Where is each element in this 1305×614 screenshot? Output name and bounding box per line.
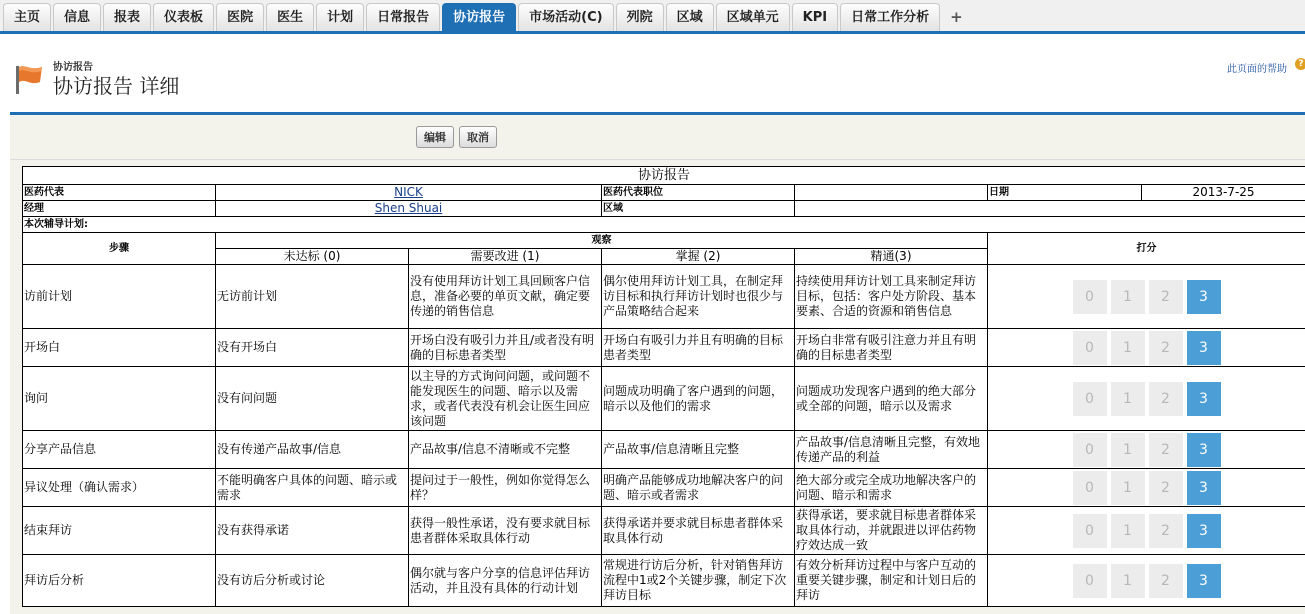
level-header-0: 未达标 (0) [216, 249, 409, 265]
score-selector [988, 265, 1305, 329]
score-option-0[interactable]: 0 [1073, 280, 1107, 314]
score-option-0[interactable]: 0 [1073, 564, 1107, 598]
add-tab-icon[interactable]: + [950, 8, 963, 26]
score-header: 打分 [988, 233, 1305, 265]
score-option-3[interactable]: 3 [1187, 280, 1221, 314]
table-row [23, 265, 1305, 329]
level-3-text: 绝大部分或完全成功地解决客户的问题、暗示和需求 [795, 469, 988, 507]
score-selector [988, 431, 1305, 469]
score-option-2[interactable]: 2 [1149, 471, 1183, 505]
score-option-1[interactable]: 1 [1111, 564, 1145, 598]
table-row [23, 469, 1305, 507]
score-selector [988, 329, 1305, 367]
coaching-plan-label: 本次辅导计划: [23, 217, 1305, 233]
tab-10[interactable]: 列院 [616, 3, 664, 31]
score-option-1[interactable]: 1 [1111, 331, 1145, 365]
step-name: 开场白 [23, 329, 216, 367]
score-option-1[interactable]: 1 [1111, 280, 1145, 314]
region-label: 区域 [602, 201, 795, 217]
tab-0[interactable]: 主页 [3, 3, 51, 31]
score-option-0[interactable]: 0 [1073, 331, 1107, 365]
help-link[interactable]: 此页面的帮助 [1227, 64, 1287, 75]
date-label: 日期 [988, 185, 1142, 201]
table-row [23, 367, 1305, 431]
report-title: 协访报告 [23, 167, 1305, 185]
tab-8[interactable]: 协访报告 [442, 3, 516, 31]
tab-6[interactable]: 计划 [316, 3, 364, 31]
level-1-text: 产品故事/信息不清晰或不完整 [409, 431, 602, 469]
level-0-text: 没有传递产品故事/信息 [216, 431, 409, 469]
level-2-text: 明确产品能够成功地解决客户的问题、暗示或者需求 [602, 469, 795, 507]
level-2-text: 产品故事/信息清晰且完整 [602, 431, 795, 469]
tab-2[interactable]: 报表 [103, 3, 151, 31]
score-option-3[interactable]: 3 [1187, 382, 1221, 416]
score-selector [988, 507, 1305, 555]
level-1-text: 提问过于一般性，例如你觉得怎么样？ [409, 469, 602, 507]
step-name: 分享产品信息 [23, 431, 216, 469]
step-name: 询问 [23, 367, 216, 431]
score-option-3[interactable]: 3 [1187, 514, 1221, 548]
level-3-text: 持续使用拜访计划工具来制定拜访目标，包括：客户处方阶段、基本要素、合适的资源和销售信息 [795, 265, 988, 329]
table-row [23, 431, 1305, 469]
tab-7[interactable]: 日常报告 [366, 3, 440, 31]
tab-13[interactable]: KPI [792, 3, 838, 31]
rep-position-label: 医药代表职位 [602, 185, 795, 201]
step-name: 异议处理（确认需求） [23, 469, 216, 507]
level-1-text: 偶尔就与客户分享的信息评估拜访活动，并且没有具体的行动计划 [409, 555, 602, 607]
step-name: 结束拜访 [23, 507, 216, 555]
region-value [795, 201, 1305, 217]
step-name: 拜访后分析 [23, 555, 216, 607]
level-2-text: 开场白有吸引力并且有明确的目标患者类型 [602, 329, 795, 367]
rep-value[interactable]: NICK [216, 185, 602, 201]
score-option-3[interactable]: 3 [1187, 331, 1221, 365]
table-row [23, 329, 1305, 367]
level-0-text: 无访前计划 [216, 265, 409, 329]
level-0-text: 没有访后分析或讨论 [216, 555, 409, 607]
score-option-1[interactable]: 1 [1111, 382, 1145, 416]
level-header-1: 需要改进 (1) [409, 249, 602, 265]
tab-9[interactable]: 市场活动(C) [518, 3, 613, 31]
level-3-text: 获得承诺，要求就目标患者群体采取具体行动，并就跟进以评估药物疗效达成一致 [795, 507, 988, 555]
step-header: 步骤 [23, 233, 216, 265]
level-header-2: 掌握 (2) [602, 249, 795, 265]
visit-report-table [22, 166, 1305, 607]
tab-12[interactable]: 区域单元 [716, 3, 790, 31]
flag-icon [12, 62, 46, 96]
tab-3[interactable]: 仪表板 [153, 3, 214, 31]
rep-label: 医药代表 [23, 185, 216, 201]
level-3-text: 有效分析拜访过程中与客户互动的重要关键步骤，制定和计划日后的拜访 [795, 555, 988, 607]
tab-5[interactable]: 医生 [266, 3, 314, 31]
tab-list [3, 3, 973, 31]
table-row [23, 507, 1305, 555]
score-option-3[interactable]: 3 [1187, 564, 1221, 598]
rep-position-value [795, 185, 988, 201]
help-icon[interactable]: ? [1295, 58, 1305, 70]
level-0-text: 没有获得承诺 [216, 507, 409, 555]
level-2-text: 问题成功明确了客户遇到的问题，暗示以及他们的需求 [602, 367, 795, 431]
top-nav-bar [0, 0, 1305, 34]
score-option-2[interactable]: 2 [1149, 514, 1183, 548]
tab-11[interactable]: 区域 [666, 3, 714, 31]
score-option-1[interactable]: 1 [1111, 514, 1145, 548]
level-0-text: 没有问问题 [216, 367, 409, 431]
level-0-text: 没有开场白 [216, 329, 409, 367]
page-title: 协访报告 详细 [53, 74, 180, 98]
observe-header: 观察 [216, 233, 988, 249]
level-1-text: 获得一般性承诺，没有要求就目标患者群体采取具体行动 [409, 507, 602, 555]
level-3-text: 开场白非常有吸引注意力并且有明确的目标患者类型 [795, 329, 988, 367]
breadcrumb: 协访报告 [53, 62, 93, 73]
level-2-text: 常规进行访后分析，针对销售拜访流程中1或2个关键步骤，制定下次拜访目标 [602, 555, 795, 607]
edit-button[interactable]: 编辑 [416, 126, 454, 148]
score-option-0[interactable]: 0 [1073, 433, 1107, 467]
score-option-0[interactable]: 0 [1073, 471, 1107, 505]
score-option-2[interactable]: 2 [1149, 382, 1183, 416]
panel-divider [10, 159, 1305, 160]
score-option-2[interactable]: 2 [1149, 280, 1183, 314]
tab-1[interactable]: 信息 [53, 3, 101, 31]
button-bar [416, 126, 497, 148]
score-option-2[interactable]: 2 [1149, 433, 1183, 467]
step-name: 访前计划 [23, 265, 216, 329]
score-option-1[interactable]: 1 [1111, 471, 1145, 505]
level-3-text: 产品故事/信息清晰且完整，有效地传递产品的利益 [795, 431, 988, 469]
cancel-button[interactable]: 取消 [459, 126, 497, 148]
score-selector [988, 367, 1305, 431]
date-value: 2013-7-25 [1142, 185, 1305, 201]
score-option-3[interactable]: 3 [1187, 471, 1221, 505]
score-option-2[interactable]: 2 [1149, 564, 1183, 598]
score-option-2[interactable]: 2 [1149, 331, 1183, 365]
score-selector [988, 555, 1305, 607]
tab-14[interactable]: 日常工作分析 [840, 3, 940, 31]
manager-value[interactable]: Shen Shuai [216, 201, 602, 217]
level-1-text: 没有使用拜访计划工具回顾客户信息，准备必要的单页文献，确定要传递的销售信息 [409, 265, 602, 329]
level-3-text: 问题成功发现客户遇到的绝大部分或全部的问题，暗示以及需求 [795, 367, 988, 431]
table-row [23, 555, 1305, 607]
score-option-1[interactable]: 1 [1111, 433, 1145, 467]
score-option-0[interactable]: 0 [1073, 382, 1107, 416]
level-header-3: 精通(3) [795, 249, 988, 265]
level-1-text: 以主导的方式询问问题，或问题不能发现医生的问题、暗示以及需求，或者代表没有机会让医生回应该问题 [409, 367, 602, 431]
score-option-3[interactable]: 3 [1187, 433, 1221, 467]
score-option-0[interactable]: 0 [1073, 514, 1107, 548]
tab-4[interactable]: 医院 [216, 3, 264, 31]
score-selector [988, 469, 1305, 507]
level-2-text: 获得承诺并要求就目标患者群体采取具体行动 [602, 507, 795, 555]
level-2-text: 偶尔使用拜访计划工具，在制定拜访目标和执行拜访计划时也很少与产品策略结合起来 [602, 265, 795, 329]
manager-label: 经理 [23, 201, 216, 217]
level-0-text: 不能明确客户具体的问题、暗示或需求 [216, 469, 409, 507]
level-1-text: 开场白没有吸引力并且/或者没有明确的目标患者类型 [409, 329, 602, 367]
